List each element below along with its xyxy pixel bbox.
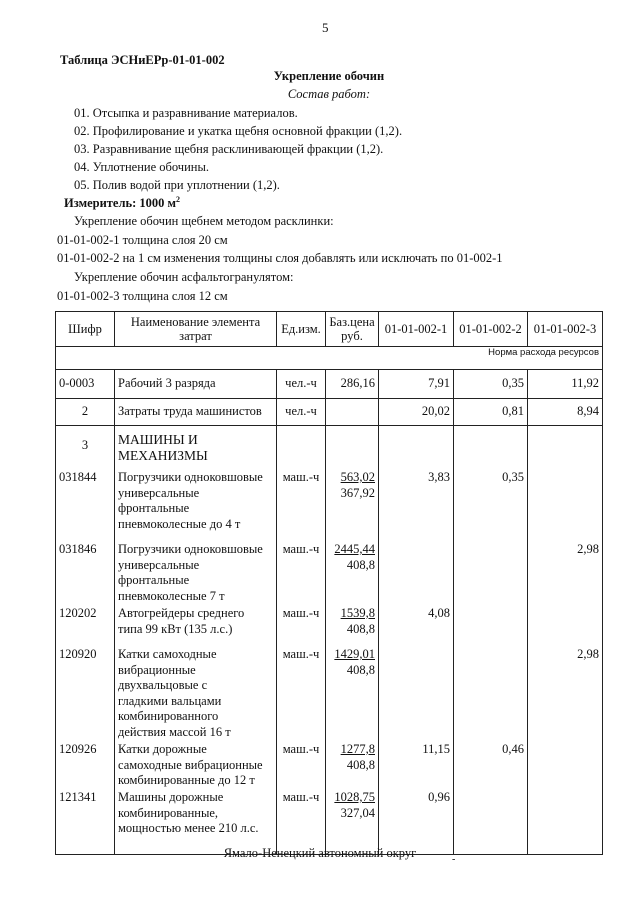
header-col-2: 01-01-002-2 (454, 312, 528, 347)
row-unit: маш.-ч (277, 647, 326, 742)
measurement-unit: Измеритель: 1000 $м^2$ (64, 195, 181, 211)
row-unit: маш.-ч (277, 790, 326, 855)
row-value-3 (528, 790, 603, 855)
row-value-2: 0,46 (454, 742, 528, 790)
row-code: 120926 (56, 742, 115, 790)
code-line: 01-01-002-1 толщина слоя 20 см (57, 233, 228, 247)
row-name: Автогрейдеры среднего типа 99 кВт (135 л.с.) (115, 606, 277, 647)
row-name: МАШИНЫ И МЕХАНИЗМЫ (115, 426, 277, 467)
row-code: 031844 (56, 466, 115, 542)
work-item: 05. Полив водой при уплотнении (1,2). (74, 178, 280, 192)
table-row (56, 790, 603, 855)
row-value-1: 20,02 (379, 399, 454, 426)
header-name: Наименование элемента затрат (115, 312, 277, 347)
section-heading: Укрепление обочин асфальтогранулятом: (74, 270, 294, 284)
row-name: Катки дорожные самоходные вибрационные комбинированные до 12 т (115, 742, 277, 790)
table-code: Таблица ЭСНиЕРр-01-01-002 (60, 53, 225, 67)
row-value-2: 0,35 (454, 466, 528, 542)
row-value-2: 0,81 (454, 399, 528, 426)
row-name: Погрузчики одноковшовые универсальные фронтальные пневмоколесные 7 т (115, 542, 277, 606)
row-unit: чел.-ч (277, 399, 326, 426)
page-title: Укрепление обочин (273, 69, 385, 83)
row-code: 120920 (56, 647, 115, 742)
work-item: 04. Уплотнение обочины. (74, 160, 209, 174)
row-unit: маш.-ч (277, 742, 326, 790)
row-price (326, 399, 379, 426)
header-col-1: 01-01-002-1 (379, 312, 454, 347)
row-value-3: 2,98 (528, 542, 603, 606)
row-price: 286,16 (326, 370, 379, 399)
row-name: Затраты труда машинистов (115, 399, 277, 426)
row-name: Рабочий 3 разряда (115, 370, 277, 399)
row-value-1: 0,96 (379, 790, 454, 855)
row-value-3: 8,94 (528, 399, 603, 426)
resource-norms-table (55, 311, 603, 855)
table-row (56, 742, 603, 790)
row-value-2 (454, 790, 528, 855)
header-code: Шифр (56, 312, 115, 347)
row-unit: маш.-ч (277, 542, 326, 606)
code-line: 01-01-002-2 на 1 см изменения толщины слоя добавлять или исключать по 01-002-1 (57, 251, 503, 265)
table-row (56, 466, 603, 542)
row-value-2 (454, 542, 528, 606)
table-row (56, 542, 603, 606)
page-number: 5 (322, 20, 329, 35)
row-code: 120202 (56, 606, 115, 647)
header-unit: Ед.изм. (277, 312, 326, 347)
row-value-2 (454, 606, 528, 647)
header-price: Баз.цена руб. (326, 312, 379, 347)
page-footer: Ямало-Ненецкий автономный округ (223, 846, 417, 860)
row-value-2 (454, 647, 528, 742)
row-value-3: 2,98 (528, 647, 603, 742)
table-row (56, 370, 603, 399)
row-code: 0-0003 (56, 370, 115, 399)
work-item: 02. Профилирование и укатка щебня основной фракции (1,2). (74, 124, 403, 138)
row-code: 3 (56, 426, 115, 467)
row-unit: маш.-ч (277, 606, 326, 647)
row-code: 031846 (56, 542, 115, 606)
row-code: 2 (56, 399, 115, 426)
row-value-3: 11,92 (528, 370, 603, 399)
row-value-3 (528, 466, 603, 542)
work-composition-heading: Состав работ: (287, 87, 371, 101)
row-value-3 (528, 606, 603, 647)
table-row (56, 647, 603, 742)
code-line: 01-01-002-3 толщина слоя 12 см (57, 289, 228, 303)
row-name: Катки самоходные вибрационные двухвальцовые с гладкими вальцами комбинированного действия массой 16 т (115, 647, 277, 742)
norm-label: Норма расхода ресурсов (56, 347, 603, 370)
row-price: 1429,01 408,8 (326, 647, 379, 742)
scan-mark: - (452, 854, 456, 865)
row-price: 1277,8 408,8 (326, 742, 379, 790)
row-price: 1028,75 327,04 (326, 790, 379, 855)
row-name: Машины дорожные комбинированные, мощностью менее 210 л.с. (115, 790, 277, 855)
row-value-1: 4,08 (379, 606, 454, 647)
row-unit: чел.-ч (277, 370, 326, 399)
header-col-3: 01-01-002-3 (528, 312, 603, 347)
row-value-1 (379, 647, 454, 742)
row-name: Погрузчики одноковшовые универсальные фронтальные пневмоколесные до 4 т (115, 466, 277, 542)
row-value-1: 7,91 (379, 370, 454, 399)
row-price: 1539,8 408,8 (326, 606, 379, 647)
row-unit: маш.-ч (277, 466, 326, 542)
row-code: 121341 (56, 790, 115, 855)
section-heading: Укрепление обочин щебнем методом расклинки: (74, 214, 334, 228)
table-row (56, 399, 603, 426)
row-value-1 (379, 542, 454, 606)
row-price: 2445,44 408,8 (326, 542, 379, 606)
work-item: 01. Отсыпка и разравнивание материалов. (74, 106, 298, 120)
row-value-1: 3,83 (379, 466, 454, 542)
work-item: 03. Разравнивание щебня расклинивающей фракции (1,2). (74, 142, 384, 156)
row-value-1: 11,15 (379, 742, 454, 790)
row-value-2: 0,35 (454, 370, 528, 399)
table-row (56, 606, 603, 647)
table-row (56, 426, 603, 467)
row-price: 563,02 367,92 (326, 466, 379, 542)
row-value-3 (528, 742, 603, 790)
